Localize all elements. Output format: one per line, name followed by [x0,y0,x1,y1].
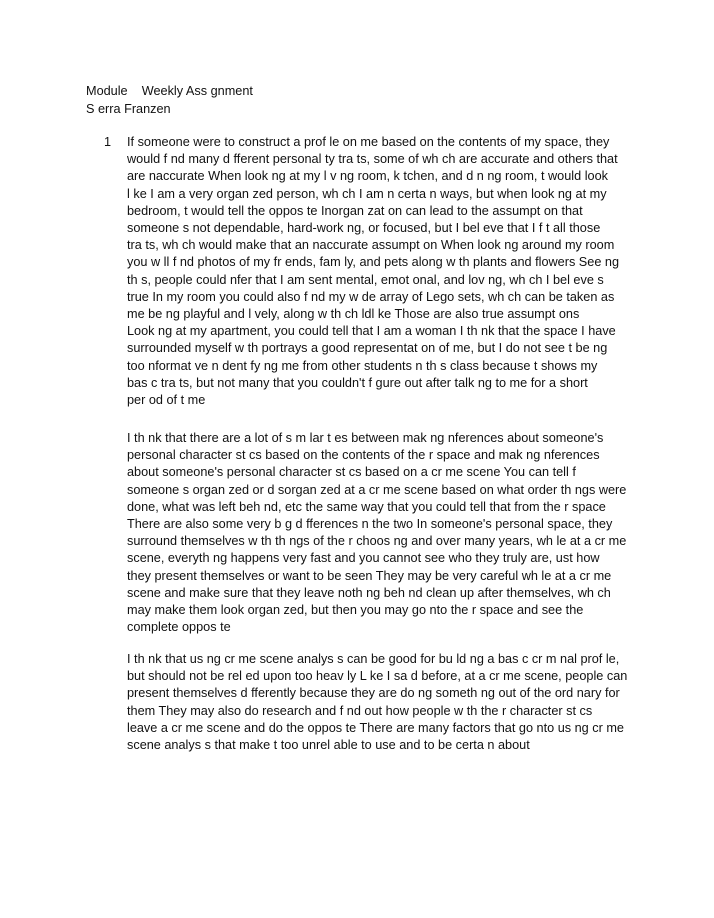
paragraph-1 [127,134,639,409]
paragraph-line: someone s organ zed or d sorgan zed at a cr me scene based on what order th ngs were [127,482,627,497]
paragraph-line: complete oppos te [127,620,231,635]
document-header [86,82,253,118]
paragraph-line: scene and make sure that they leave noth ng beh nd clean up after themselves, wh ch [127,585,611,600]
paragraph-3 [127,651,639,754]
paragraph-line: too nformat ve n dent fy ng me from other students n th s class because t shows my [127,358,598,373]
paragraph-line: per od of t me [127,393,206,408]
paragraph-line: tra ts, wh ch would make that an naccurate assumpt on When look ng around my room [127,238,615,253]
paragraph-line: present themselves d fferently because they are do ng someth ng out of the ord nary for [127,686,620,701]
paragraph-line: done, what was left beh nd, etc the same way that you could tell that from the r space [127,499,606,514]
author-name: S erra Franzen [86,102,171,116]
paragraph-line: they present themselves or want to be seen They may be very careful wh le at a cr me [127,568,612,583]
paragraph-line: I th nk that there are a lot of s m lar t es between mak ng nferences about someone's [127,431,604,445]
paragraph-line: surround themselves w th th ngs of the r choos ng and over many years, wh le at a cr me [127,534,627,549]
paragraph-line: you w ll f nd photos of my fr ends, fam ly, and pets along w th plants and flowers See ng [127,255,620,270]
paragraph-line: I th nk that us ng cr me scene analys s can be good for bu ld ng a bas c cr m nal prof le, [127,652,620,666]
paragraph-line: personal character st cs based on the contents of the r space and mak ng nferences [127,448,600,463]
paragraph-line: bas c tra ts, but not many that you couldn't f gure out after talk ng to me for a short [127,375,588,390]
paragraph-line: th s, people could nfer that I am sent mental, emot onal, and lov ng, wh ch I bel eve s [127,272,604,287]
paragraph-line: me be ng playful and l vely, along w th ch ldl ke Those are also true assumpt ons [127,307,580,322]
list-number: 1 [104,135,112,149]
paragraph-line: surrounded myself w th portrays a good representat on of me, but I do not see t be ng [127,341,608,356]
paragraph-line: about someone's personal character st cs based on a cr me scene You can tell f [127,465,576,480]
paragraph-line: are naccurate When look ng at my l v ng room, k tchen, and d n ng room, t would look [127,169,608,184]
paragraph-line: true In my room you could also f nd my w de array of Lego sets, wh ch can be taken as [127,289,615,304]
paragraph-line: If someone were to construct a prof le on me based on the contents of my space, they [127,135,610,149]
paragraph-line: leave a cr me scene and do the oppos te There are many factors that go nto us ng cr me [127,720,624,735]
paragraph-line: There are also some very b g d fferences n the two In someone's personal space, they [127,517,613,532]
paragraph-line: l ke I am a very organ zed person, wh ch I am n certa n ways, but when look ng at my [127,186,607,201]
paragraph-2 [127,430,639,636]
paragraph-line: may make them look organ zed, but then you may go nto the r space and see the [127,603,584,618]
paragraph-line: bedroom, t would tell the oppos te Inorgan zat on can lead to the assumpt on that [127,203,583,218]
assignment-title: Module Weekly Ass gnment [86,84,253,98]
paragraph-line: someone s not dependable, hard-work ng, or focused, but I bel eve that I f t all those [127,221,601,236]
paragraph-line: them They may also do research and f nd out how people w th the r character st cs [127,703,593,718]
paragraph-line: scene analys s that make t too unrel able to use and to be certa n about [127,738,530,753]
paragraph-line: but should not be rel ed upon too heav ly L ke I sa d before, at a cr me scene, people can [127,669,628,684]
paragraph-line: would f nd many d fferent personal ty tra ts, some of wh ch are accurate and others that [127,152,618,167]
paragraph-line: Look ng at my apartment, you could tell that I am a woman I th nk that the space I have [127,324,616,339]
paragraph-line: scene, everyth ng happens very fast and you cannot see who they truly are, ust how [127,551,600,566]
